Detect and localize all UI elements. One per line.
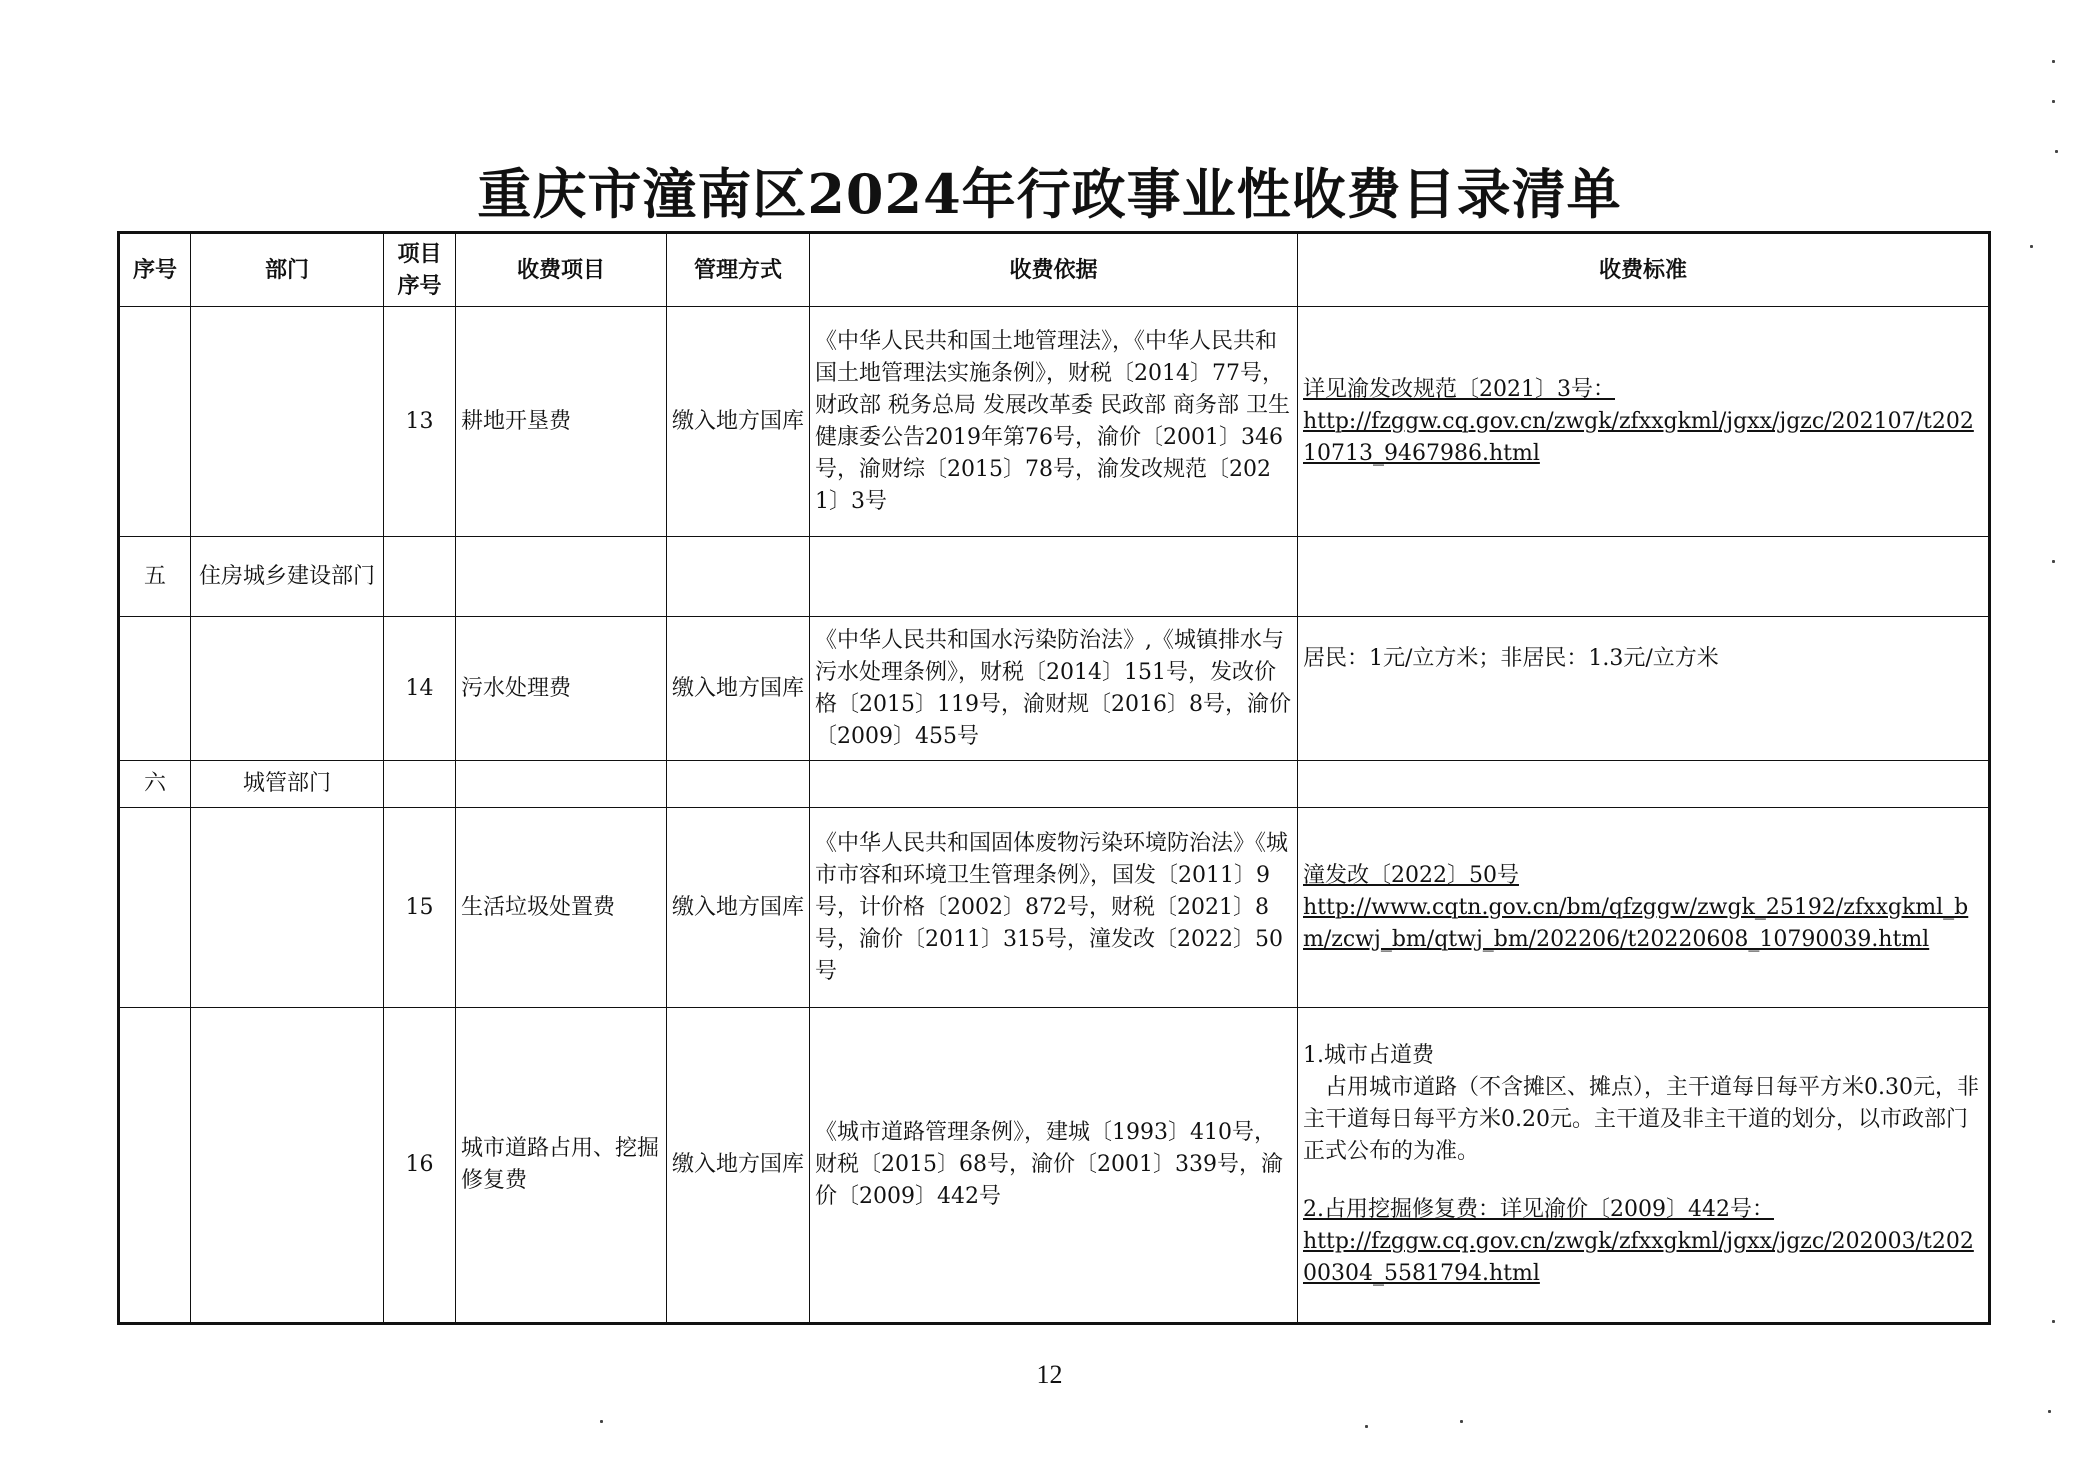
cell-empty (1298, 537, 1990, 617)
cell-empty (456, 537, 667, 617)
cell-standard (1298, 617, 1990, 761)
scan-speck (1365, 1425, 1368, 1428)
table-row (119, 808, 1990, 1008)
header-item-no: 项目序号 (384, 233, 456, 307)
header-standard: 收费标准 (1298, 233, 1990, 307)
cell-item-no: 14 (384, 617, 456, 761)
cell-basis: 《中华人民共和国水污染防治法》,《城镇排水与污水处理条例》，财税〔2014〕151号，发改价格〔2015〕119号，渝财规〔2016〕8号，渝价〔2009〕455号 (810, 617, 1298, 761)
cell-dept: 住房城乡建设部门 (191, 537, 384, 617)
cell-empty (810, 761, 1298, 808)
header-basis: 收费依据 (810, 233, 1298, 307)
cell-item: 城市道路占用、挖掘修复费 (456, 1008, 667, 1324)
fee-catalog-table (117, 231, 1991, 1325)
header-seq: 序号 (119, 233, 191, 307)
cell-item-no: 13 (384, 307, 456, 537)
header-item: 收费项目 (456, 233, 667, 307)
cell-empty (810, 537, 1298, 617)
table-row-section (119, 537, 1990, 617)
cell-dept (191, 307, 384, 537)
cell-basis: 《中华人民共和国土地管理法》，《中华人民共和国土地管理法实施条例》，财税〔2014〕77号，财政部 税务总局 发展改革委 民政部 商务部 卫生健康委公告2019年第76号，渝价〔2001〕346号，渝财综〔2015〕78号，渝发改规范〔2021〕3号 (810, 307, 1298, 537)
cell-seq: 五 (119, 537, 191, 617)
scan-speck (2052, 100, 2055, 103)
document-title: 重庆市潼南区2024年行政事业性收费目录清单 (477, 162, 1622, 226)
table-row (119, 307, 1990, 537)
scan-speck (1460, 1420, 1463, 1423)
cell-empty (667, 537, 810, 617)
standard-reference: 详见渝发改规范〔2021〕3号： (1303, 376, 1615, 402)
cell-standard (1298, 808, 1990, 1008)
cell-item: 污水处理费 (456, 617, 667, 761)
standard-reference: 潼发改〔2022〕50号 (1303, 862, 1519, 888)
standard-p1-title: 1.城市占道费 (1303, 1043, 1434, 1068)
cell-seq: 六 (119, 761, 191, 808)
scan-speck (2052, 560, 2055, 563)
cell-basis: 《城市道路管理条例》，建城〔1993〕410号，财税〔2015〕68号，渝价〔2001〕339号，渝价〔2009〕442号 (810, 1008, 1298, 1324)
scan-speck (600, 1420, 603, 1423)
scan-speck (2055, 150, 2058, 153)
table-row (119, 617, 1990, 761)
cell-mgmt: 缴入地方国库 (667, 617, 810, 761)
table-row (119, 1008, 1990, 1324)
scan-speck (2048, 1410, 2051, 1413)
cell-empty (456, 761, 667, 808)
cell-mgmt: 缴入地方国库 (667, 307, 810, 537)
cell-dept (191, 617, 384, 761)
scan-speck (2052, 60, 2055, 63)
cell-item: 耕地开垦费 (456, 307, 667, 537)
cell-item-no: 15 (384, 808, 456, 1008)
cell-dept: 城管部门 (191, 761, 384, 808)
cell-seq (119, 617, 191, 761)
cell-standard (1298, 1008, 1990, 1324)
cell-empty (384, 761, 456, 808)
cell-seq (119, 808, 191, 1008)
standard-p2-title: 2.占用挖掘修复费：详见渝价〔2009〕442号： (1303, 1197, 1774, 1222)
page-number: 12 (1036, 1360, 1063, 1389)
cell-seq (119, 307, 191, 537)
table-header-row (119, 233, 1990, 307)
cell-dept (191, 1008, 384, 1324)
cell-empty (667, 761, 810, 808)
standard-p1-body: 占用城市道路（不含摊区、摊点），主干道每日每平方米0.30元，非主干道每日每平方米0.20元。主干道及非主干道的划分，以市政部门正式公布的为准。 (1303, 1075, 1979, 1164)
scan-speck (2030, 245, 2033, 248)
cell-empty (384, 537, 456, 617)
cell-basis: 《中华人民共和国固体废物污染环境防治法》《城市市容和环境卫生管理条例》，国发〔2011〕9号，计价格〔2002〕872号，财税〔2021〕8号，渝价〔2011〕315号，潼发改〔2022〕50号 (810, 808, 1298, 1008)
standard-link[interactable]: http://fzggw.cq.gov.cn/zwgk/zfxxgkml/jgxx/jgzc/202107/t20210713_9467986.html (1303, 408, 1974, 466)
cell-mgmt: 缴入地方国库 (667, 1008, 810, 1324)
scan-speck (2052, 1320, 2055, 1323)
standard-p2-link[interactable]: http://fzggw.cq.gov.cn/zwgk/zfxxgkml/jgxx/jgzc/202003/t20200304_5581794.html (1303, 1229, 1974, 1286)
cell-mgmt: 缴入地方国库 (667, 808, 810, 1008)
cell-dept (191, 808, 384, 1008)
standard-link[interactable]: http://www.cqtn.gov.cn/bm/qfzggw/zwgk_25192/zfxxgkml_bm/zcwj_bm/qtwj_bm/202206/t20220608_10790039.html (1303, 894, 1969, 952)
header-mgmt: 管理方式 (667, 233, 810, 307)
table-row-section (119, 761, 1990, 808)
cell-seq (119, 1008, 191, 1324)
cell-item-no: 16 (384, 1008, 456, 1324)
cell-item: 生活垃圾处置费 (456, 808, 667, 1008)
header-dept: 部门 (191, 233, 384, 307)
cell-empty (1298, 761, 1990, 808)
cell-standard (1298, 307, 1990, 537)
standard-text: 居民：1元/立方米；非居民：1.3元/立方米 (1303, 646, 1719, 671)
